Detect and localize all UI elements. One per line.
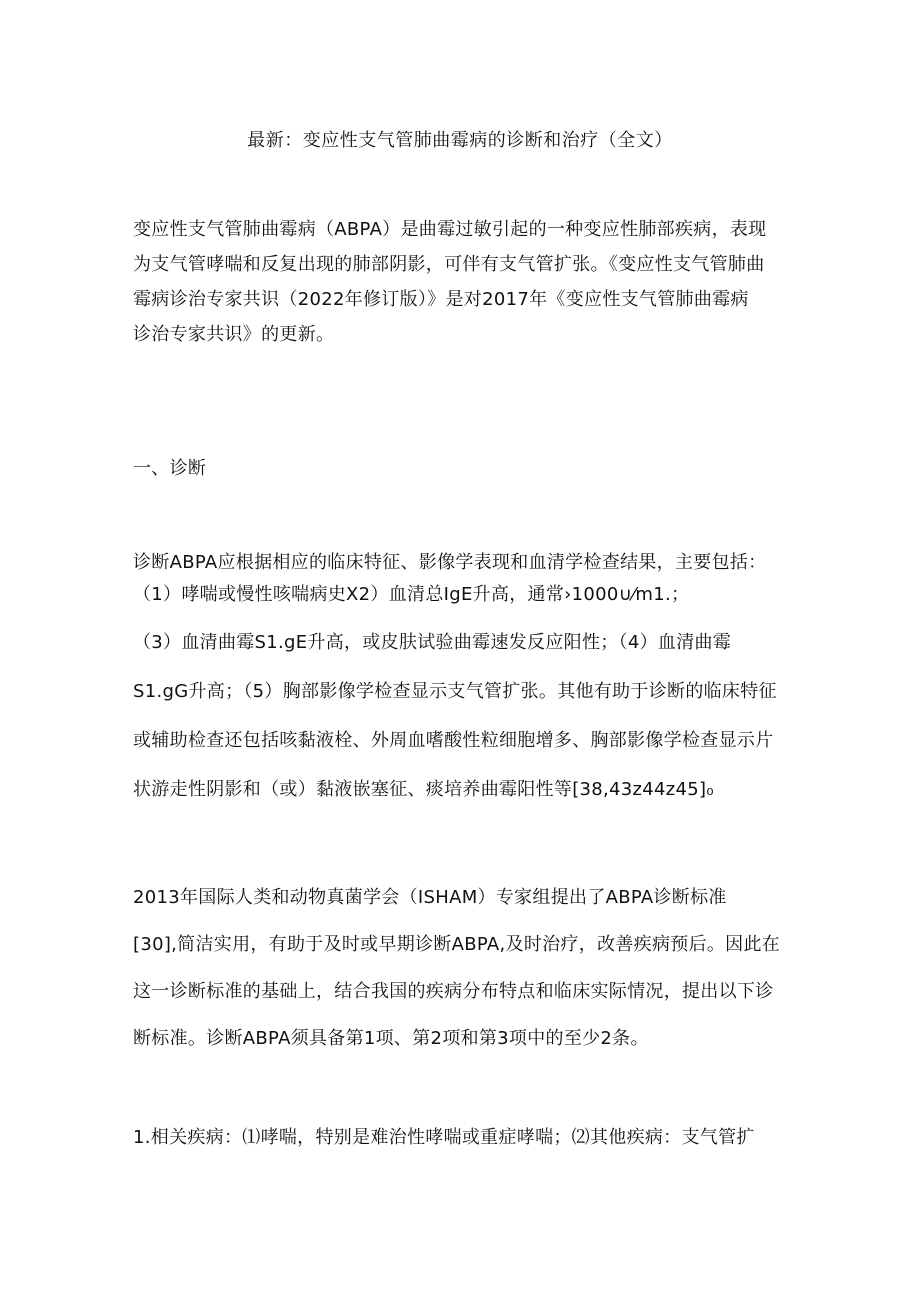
paragraph-line: 状游走性阴影和（或）黏液嵌塞征、痰培养曲霉阳性等[38,43z44z45]₀ [133, 779, 714, 800]
document-title: 最新：变应性支气管肺曲霉病的诊断和治疗（全文） [247, 130, 673, 151]
paragraph-line: 为支气管哮喘和反复出现的肺部阴影，可伴有支气管扩张。《变应性支气管肺曲 [133, 254, 765, 275]
paragraph-line: 诊治专家共识》的更新。 [133, 324, 335, 345]
paragraph-line: （1）哮喘或慢性咳喘病史X2）血清总IgE升高，通常›1000∪⁄m1.； [133, 584, 690, 605]
paragraph-line: 这一诊断标准的基础上，结合我国的疾病分布特点和临床实际情况，提出以下诊 [133, 981, 774, 1002]
criteria-item-1 [133, 1120, 798, 1155]
paragraph-line: 或辅助检查还包括咳黏液栓、外周血嗜酸性粒细胞增多、胸部影像学检查显示片 [133, 730, 774, 751]
isham-paragraph [133, 880, 798, 1056]
paragraph-line: 诊断ABPA应根据相应的临床特征、影像学表现和血清学检查结果，主要包括： [133, 552, 767, 573]
paragraph-line: 变应性支气管肺曲霉病（ABPA）是曲霉过敏引起的一种变应性肺部疾病，表现 [133, 219, 767, 240]
section-heading [133, 451, 798, 486]
paragraph-line: [30],简洁实用，有助于及时或早期诊断ABPA,及时治疗，改善疾病预后。因此在 [133, 934, 781, 955]
intro-paragraph [133, 212, 798, 352]
diagnosis-paragraph [133, 547, 798, 807]
paragraph-line: 2013年国际人类和动物真菌学会（ISHAM）专家组提出了ABPA诊断标准 [133, 887, 727, 908]
paragraph-line: （3）血清曲霉S1.gE升高，或皮肤试验曲霉速发反应阳性；（4）血清曲霉 [133, 632, 732, 653]
paragraph-line: 1.相关疾病：⑴哮喘，特别是难治性哮喘或重症哮喘；⑵其他疾病：支气管扩 [133, 1127, 755, 1148]
paragraph-line: S1.gG升高；（5）胸部影像学检查显示支气管扩张。其他有助于诊断的临床特征 [133, 681, 777, 702]
paragraph-line: 断标准。诊断ABPA须具备第1项、第2项和第3项中的至少2条。 [133, 1028, 649, 1049]
section-heading-text: 一、诊断 [133, 458, 207, 479]
paragraph-line: 霉病诊治专家共识（2022年修订版）》是对2017年《变应性支气管肺曲霉病 [133, 289, 749, 310]
